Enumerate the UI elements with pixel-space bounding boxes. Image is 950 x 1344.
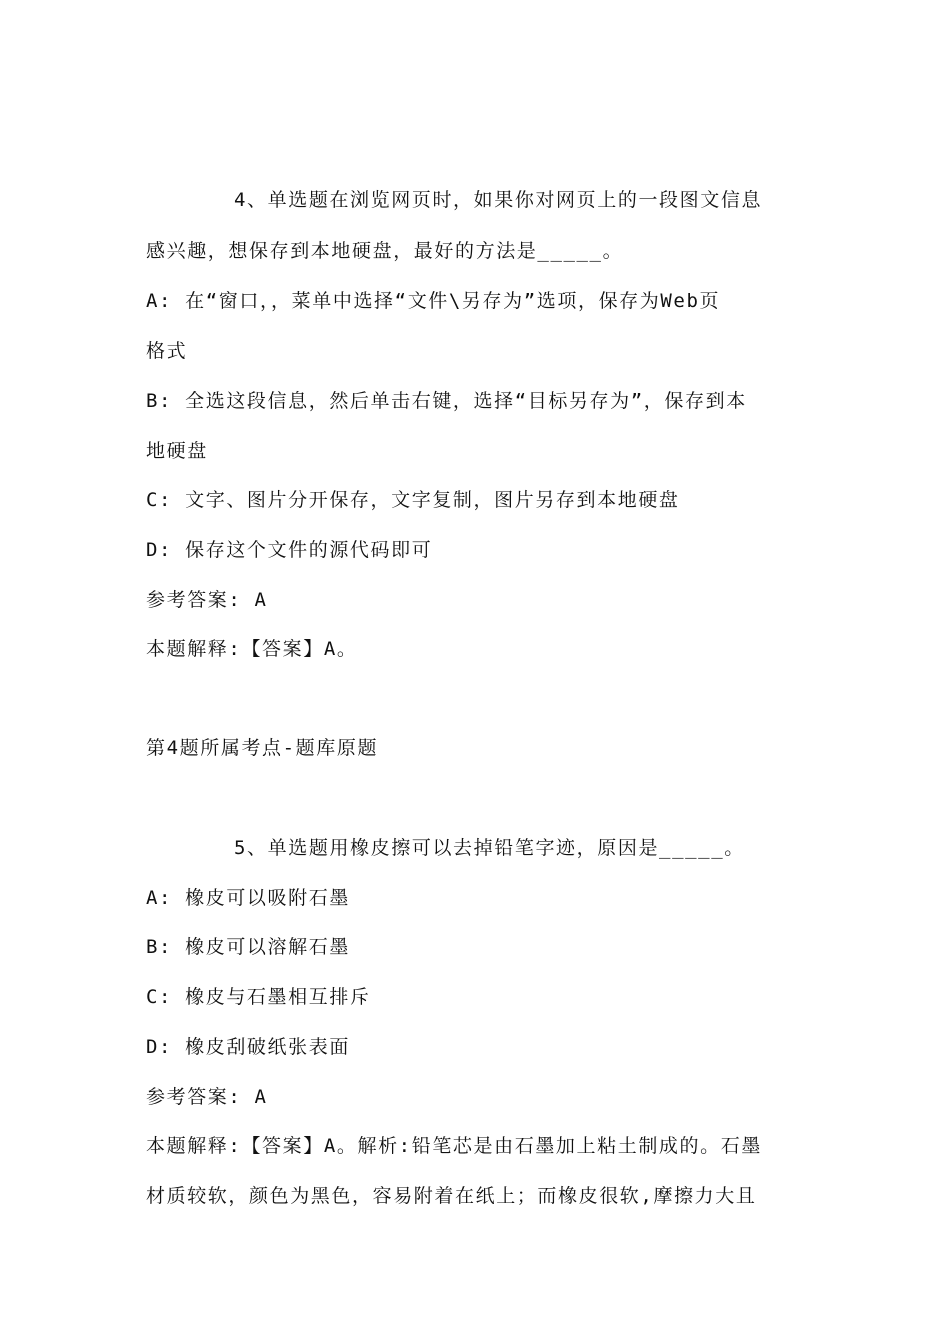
q4-topic: 第4题所属考点-题库原题 [146, 737, 379, 759]
q4-explanation: 本题解释:【答案】A。 [146, 638, 358, 660]
q4-option-d: D: 保存这个文件的源代码即可 [146, 539, 433, 561]
q4-option-c: C: 文字、图片分开保存，文字复制，图片另存到本地硬盘 [146, 489, 680, 511]
q5-explanation-line1: 本题解释:【答案】A。解析:铅笔芯是由石墨加上粘土制成的。石墨 [146, 1135, 762, 1157]
q5-stem: 5、单选题用橡皮擦可以去掉铅笔字迹，原因是_____。 [234, 837, 745, 859]
q4-option-b-line2: 地硬盘 [146, 440, 208, 462]
q4-option-b-line1: B: 全选这段信息，然后单击右键，选择“目标另存为”，保存到本 [146, 390, 747, 412]
q4-option-a-line2: 格式 [146, 340, 188, 362]
q5-answer: 参考答案: A [146, 1086, 268, 1108]
q5-option-a: A: 橡皮可以吸附石墨 [146, 887, 350, 909]
q4-option-a-line1: A: 在“窗口，，菜单中选择“文件\另存为”选项，保存为Web页 [146, 290, 721, 312]
q5-option-c: C: 橡皮与石墨相互排斥 [146, 986, 371, 1008]
q5-option-d: D: 橡皮刮破纸张表面 [146, 1036, 350, 1058]
q5-explanation-line2: 材质较软，颜色为黑色，容易附着在纸上；而橡皮很软,摩擦力大且 [146, 1185, 757, 1207]
q4-answer: 参考答案: A [146, 589, 268, 611]
q4-stem-line1: 4、单选题在浏览网页时，如果你对网页上的一段图文信息 [234, 189, 763, 211]
q5-option-b: B: 橡皮可以溶解石墨 [146, 936, 350, 958]
q4-stem-line2: 感兴趣，想保存到本地硬盘，最好的方法是_____。 [146, 240, 624, 262]
